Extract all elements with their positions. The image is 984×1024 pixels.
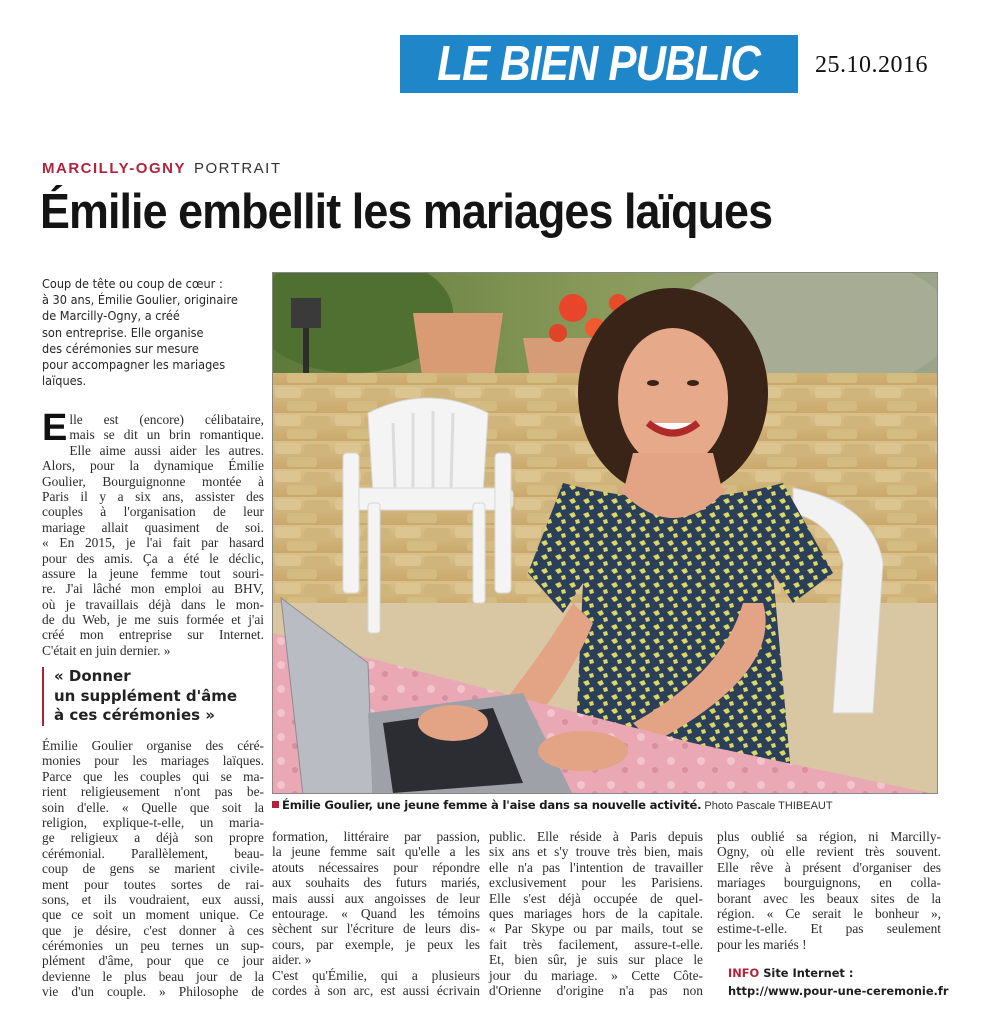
text-line: exclusivement pour les Parisiens.: [489, 875, 703, 891]
text-line: monies pour les mariages laïques.: [42, 753, 264, 769]
text-line: assure la jeune femme tout souri-: [42, 565, 264, 581]
text-line: de du Web, je me suis formée et j'ai: [42, 612, 264, 628]
text-line: plus oublié sa région, ni Marcilly-: [717, 829, 941, 844]
lede-line: Coup de tête ou coup de cœur :: [42, 276, 223, 291]
text-line: rient religieusement n'ont pas be-: [42, 784, 264, 800]
text-line: formation, littéraire par passion,: [272, 829, 480, 844]
publication-date: 25.10.2016: [815, 52, 928, 78]
text-line: entourage. « Quand les témoins: [272, 905, 480, 921]
lede-line: laïques.: [42, 373, 87, 389]
kicker-place: MARCILLY-OGNY: [42, 160, 186, 177]
lede-line: son entreprise. Elle organise: [42, 324, 204, 340]
article-column-4: [717, 829, 941, 952]
text-line: plément d'âme, pour que ce jour: [42, 953, 264, 969]
portrait-photo-illustration: [273, 273, 938, 794]
article-column-1b: [42, 738, 264, 1000]
text-line: ques mariages hors de la capitale.: [489, 905, 703, 921]
lede-line: des cérémonies sur mesure: [42, 340, 199, 356]
text-line: cérémonial. Parallèlement, beau-: [42, 845, 264, 861]
text-line: Elle rêve à présent d'organiser des: [717, 859, 941, 875]
text-line: re. J'ai lâché mon emploi au BHV,: [42, 581, 264, 597]
text-line: devienne le plus beau jour de la: [42, 968, 264, 984]
text-line: C'était en juin dernier. »: [42, 642, 171, 658]
photo-caption: [272, 798, 942, 812]
info-box: [728, 964, 948, 1000]
text-line: Alors, pour la dynamique Émilie: [42, 458, 264, 474]
kicker-section: PORTRAIT: [193, 160, 282, 177]
text-line: Parce que les couples qui se ma-: [42, 768, 264, 784]
text-line: mais se dit un brin romantique.: [69, 427, 264, 443]
text-line: mariages bourguignons, en colla-: [717, 875, 941, 891]
text-line: ge religieux a déjà son propre: [42, 830, 264, 846]
text-line: cours, par exemple, je peux les: [272, 936, 480, 952]
pull-quote-line: un supplément d'âme: [54, 686, 238, 705]
text-line: elle n'a pas l'intention de travailler: [489, 859, 703, 875]
article-photo: [272, 272, 938, 794]
text-line: « Par Skype ou par mails, tout se: [489, 921, 703, 937]
photo-credit: Photo Pascale THIBEAUT: [704, 800, 833, 812]
text-line: borant avec les beaux sites de la: [717, 890, 941, 906]
lede-line: à 30 ans, Émilie Goulier, originaire: [42, 292, 238, 308]
article-headline: Émilie embellit les mariages laïques: [40, 185, 773, 239]
pull-quote-line: « Donner: [54, 667, 131, 685]
caption-text: Émilie Goulier, une jeune femme à l'aise dans sa nouvelle activité.: [282, 798, 702, 812]
text-line: coup de gens se marient civile-: [42, 861, 264, 877]
text-line: pour les mariés !: [717, 936, 807, 952]
website-link[interactable]: http://www.pour-une-ceremonie.fr: [728, 984, 949, 998]
article-column-1a: [42, 407, 264, 658]
info-text: Site Internet :: [763, 966, 854, 980]
text-line: la jeune femme sait qu'elle a les: [272, 844, 480, 860]
text-line: pour des amis. Ça a été le déclic,: [42, 550, 264, 566]
text-line: C'est qu'Émilie, qui a plusieurs: [272, 967, 480, 983]
text-line: région. « Ce serait le bonheur »,: [717, 905, 941, 921]
text-line: sons, et ils voudraient, eux aussi,: [42, 891, 264, 907]
text-line: d'Orienne d'origine n'a pas non: [489, 982, 703, 998]
pull-quote: [42, 667, 264, 726]
article-column-2: [272, 829, 480, 998]
lede-line: de Marcilly-Ogny, a créé: [42, 308, 180, 324]
text-line: six ans et s'y trouve très bien, mais: [489, 844, 703, 860]
text-line: couples à l'organisation de leur: [42, 504, 264, 520]
drop-cap: E: [42, 407, 68, 449]
text-line: religion, explique-t-elle, un maria-: [42, 814, 264, 830]
text-line: Et, bien sûr, je suis sur place le: [489, 952, 703, 968]
text-line: vie d'un couple. » Philosophe de: [42, 984, 264, 1000]
article-lede: [42, 276, 242, 389]
text-line: soin d'elle. « Quelle que soit la: [42, 799, 264, 815]
text-line: mariage allait quasiment de soi.: [42, 519, 264, 535]
text-line: atouts nécessaires pour répondre: [272, 859, 480, 875]
text-line: que je désire, c'est donner à ces: [42, 922, 264, 938]
text-line: public. Elle réside à Paris depuis: [489, 829, 703, 844]
text-line: Elle aime aussi aider les autres.: [69, 442, 264, 458]
text-line: cérémonies un peu ternes un sup-: [42, 938, 264, 954]
text-line: que ce soit un moment unique. Ce: [42, 907, 264, 923]
text-line: estime-t-elle. Et pas seulement: [717, 921, 941, 937]
text-line: lle est (encore) célibataire,: [69, 412, 264, 427]
text-line: ment pour toutes sortes de rai-: [42, 876, 264, 892]
pull-quote-line: à ces cérémonies »: [54, 706, 215, 724]
text-line: Elle s'est déjà occupée de quel-: [489, 890, 703, 906]
info-label: INFO: [728, 966, 760, 980]
text-line: aux souhaits des futurs mariés,: [272, 875, 480, 891]
text-line: Goulier, Bourguignonne montée à: [42, 473, 264, 489]
text-line: sèchent sur l'écriture de leurs dis-: [272, 921, 480, 937]
text-line: jour du mariage. » Cette Côte-: [489, 967, 703, 983]
caption-square-icon: [272, 801, 279, 808]
text-line: mais aussi aux angoisses de leur: [272, 890, 480, 906]
lede-line: pour accompagner les mariages: [42, 357, 226, 373]
text-line: aider. »: [272, 952, 312, 968]
text-line: créé mon entreprise sur Internet.: [42, 627, 264, 643]
text-line: « En 2015, je l'ai fait par hasard: [42, 535, 264, 551]
text-line: Émilie Goulier organise des céré-: [42, 738, 264, 753]
newspaper-masthead: [400, 35, 798, 93]
text-line: où je travaillais déjà dans le mon-: [42, 596, 264, 612]
text-line: cordes à son arc, est aussi écrivain: [272, 982, 480, 998]
text-line: fait très facilement, assure-t-elle.: [489, 936, 703, 952]
article-column-3: [489, 829, 703, 998]
newspaper-title: LE BIEN PUBLIC: [437, 36, 761, 91]
text-line: Ogny, où elle revient très souvent.: [717, 844, 941, 860]
article-kicker: [42, 160, 282, 177]
text-line: Paris il y a six ans, assister des: [42, 488, 264, 504]
